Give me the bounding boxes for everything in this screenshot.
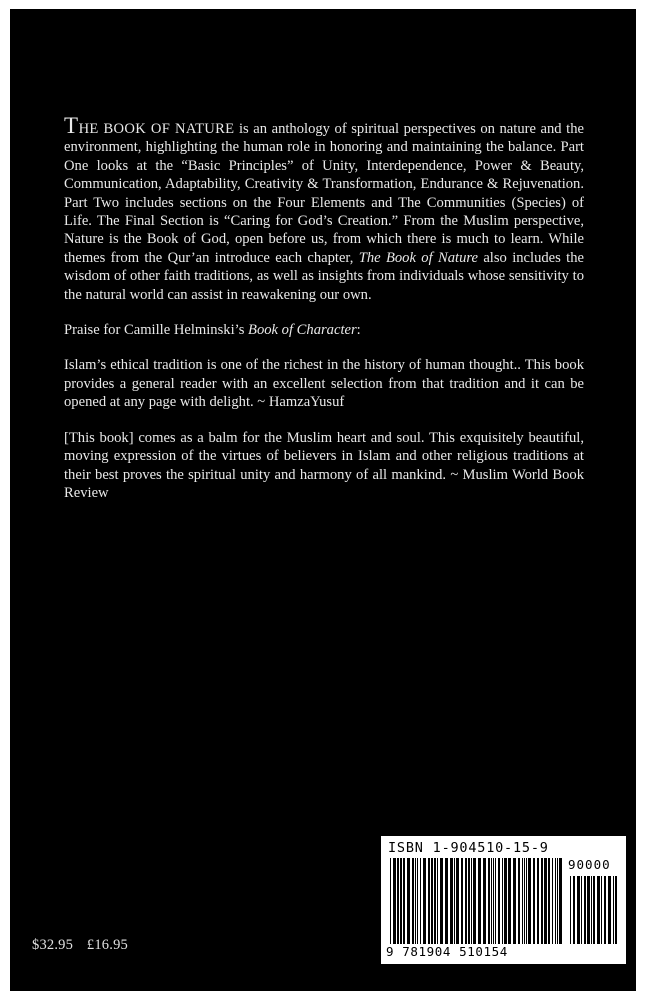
barcode-bar: [541, 858, 543, 944]
barcode-bar: [526, 858, 527, 944]
barcode-bar: [434, 858, 436, 944]
praise-intro-text: Praise for Camille Helminski’s: [64, 322, 249, 339]
barcode-bar: [504, 858, 507, 944]
barcode-bar: [544, 858, 547, 944]
barcode-bar: [454, 858, 455, 944]
barcode-bar: [533, 858, 535, 944]
barcode-bar: [495, 858, 496, 944]
barcode-bar: [412, 858, 414, 944]
barcode-bar: [559, 858, 562, 944]
praise-quote-2: [This book] comes as a balm for the Muslim heart and soul. This exquisitely beautiful, moving expression of the virtues of believers in Islam and other religious traditions at their best proves the spiritual unity and harmony of all mankind. ~ Muslim World Book Review: [64, 429, 584, 501]
barcode-bar: [465, 858, 467, 944]
barcode-bar: [407, 858, 410, 944]
barcode-bar: [403, 858, 405, 944]
barcode-bar: [604, 876, 606, 944]
barcode-bar: [608, 876, 611, 944]
blurb-paragraph: [64, 113, 585, 304]
barcode-bar: [498, 858, 500, 944]
barcode-bar: [528, 858, 531, 944]
barcode-bar: [456, 858, 459, 944]
barcode-bar: [597, 876, 600, 944]
barcode-bar: [570, 876, 571, 944]
barcode-bar: [584, 876, 586, 944]
barcode-bar: [473, 858, 476, 944]
barcode-bar: [593, 876, 595, 944]
barcode-bar: [488, 858, 490, 944]
barcode-bar: [390, 858, 391, 944]
book-title: HE BOOK OF NATURE: [78, 121, 235, 137]
book-title-italic: The Book of Nature: [358, 249, 478, 266]
barcode-bar: [423, 858, 426, 944]
ean-barcode: [390, 858, 562, 944]
barcode-bar: [393, 858, 396, 944]
barcode-bar: [555, 858, 556, 944]
addon-code-text: 90000: [568, 857, 611, 872]
price-gbp: £16.95: [86, 937, 128, 953]
isbn-text: ISBN 1-904510-15-9: [388, 840, 549, 856]
barcode-bar: [548, 858, 550, 944]
barcode-bar: [493, 858, 494, 944]
barcode-bar: [397, 858, 399, 944]
barcode-bar: [518, 858, 520, 944]
barcode-bar: [400, 858, 402, 944]
cover-text: [64, 113, 585, 519]
barcode-bar: [450, 858, 453, 944]
barcode-bar: [591, 876, 592, 944]
praise-intro-colon: :: [356, 322, 361, 339]
barcode-label: [381, 836, 626, 964]
blurb-text: is an anthology of spiritual perspectives on nature and the environment, highlighting the human role in honoring and maintaining the balance. Part One looks at the “Basic Principles” of Unity, Interdependence, Power & Beauty, Communication, Adaptability, Creativity & Transformation, Endurance & Rejuvenation. Part Two includes sections on the Four Elements and The Communities (Species) of Life. The Final Section is “Caring for God’s Creation.” From the Muslim perspective, Nature is the Book of God, open before us, from which there is much to learn. While themes from the Qur’an introduce each chapter,: [64, 121, 584, 266]
barcode-bar: [613, 876, 614, 944]
barcode-bar: [502, 858, 503, 944]
barcode-bar: [483, 858, 486, 944]
barcode-bar: [420, 858, 421, 944]
price-usd: $32.95: [32, 937, 74, 953]
barcode-bar: [428, 858, 430, 944]
barcode-bar: [573, 876, 575, 944]
barcode-bar: [478, 858, 481, 944]
barcode-bar: [461, 858, 463, 944]
barcode-bar: [468, 858, 470, 944]
barcode-bar: [431, 858, 433, 944]
barcode-bar: [445, 858, 448, 944]
praise-intro: [64, 321, 584, 339]
title-drop-cap: T: [64, 113, 79, 138]
blurb-text-end: also includes the wisdom of other faith traditions, as well as insights from individuals whose sensitivity to the natural world can assist in reawakening our own.: [64, 249, 585, 303]
ean-digits: 9 781904 510154: [386, 944, 508, 959]
barcode-bar: [577, 876, 580, 944]
barcode-bar: [508, 858, 511, 944]
barcode-bar: [557, 858, 558, 944]
barcode-bar: [491, 858, 492, 944]
barcode-bar: [417, 858, 418, 944]
praise-book-title: Book of Character: [248, 322, 357, 339]
barcode-bar: [437, 858, 438, 944]
barcode-bar: [522, 858, 523, 944]
barcode-bar: [552, 858, 553, 944]
barcode-bar: [601, 876, 602, 944]
book-back-cover: [10, 9, 636, 991]
price-line: [32, 937, 138, 954]
barcode-bar: [581, 876, 582, 944]
barcode-bar: [537, 858, 539, 944]
barcode-bar: [471, 858, 472, 944]
addon-barcode: [570, 876, 620, 944]
barcode-bar: [524, 858, 525, 944]
barcode-bar: [587, 876, 590, 944]
barcode-bar: [440, 858, 443, 944]
barcode-bar: [513, 858, 516, 944]
praise-quote-1: Islam’s ethical tradition is one of the richest in the history of human thought.. This book provides a general reader with an excellent selection from that tradition and it can be opened at any page with delight. ~ HamzaYusuf: [64, 357, 584, 411]
barcode-bar: [415, 858, 416, 944]
barcode-bar: [615, 876, 617, 944]
